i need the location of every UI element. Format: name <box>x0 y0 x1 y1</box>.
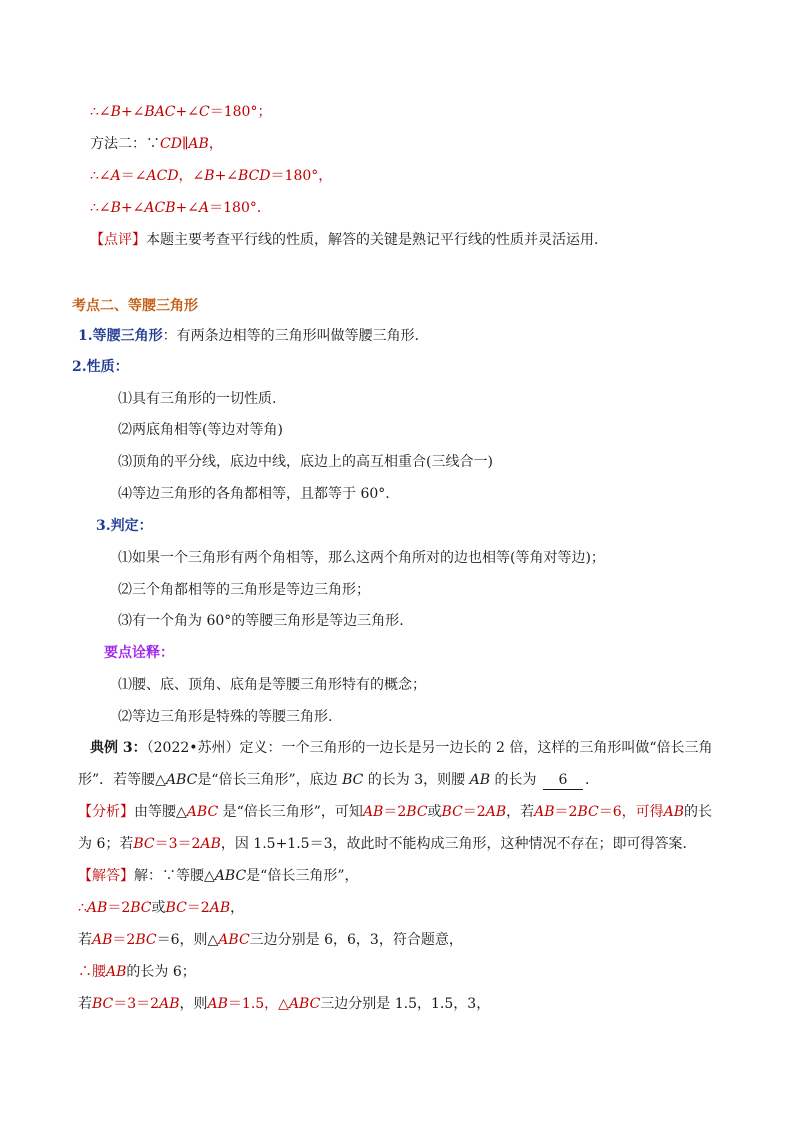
property-item: ⑷等边三角形的各角都相等，且都等于 60°. <box>118 486 390 502</box>
proof-line-3: ∴∠A＝∠ACD，∠B+∠BCD＝180°， <box>90 168 333 184</box>
comment-tag: 【点评】 <box>90 232 146 248</box>
key-point-item: ⑵等边三角形是特殊的等腰三角形. <box>118 709 333 725</box>
analysis-tag: 【分析】 <box>78 804 134 820</box>
comment-text: 本题主要考查平行线的性质，解答的关键是熟记平行线的性质并灵活运用． <box>146 232 608 248</box>
answer-blank: 6 <box>543 771 583 790</box>
proof-line-2: 方法二：∵CD∥AB， <box>90 136 223 152</box>
definition-label: 1.等腰三角形 <box>78 328 163 344</box>
judgement-item: ⑴如果一个三角形有两个角相等，那么这两个角所对的边也相等(等角对等边)； <box>118 550 605 566</box>
solution-line-3: 若AB＝2BC＝6，则△ABC三边分别是 6，6，3，符合题意， <box>78 932 463 948</box>
judgement-item: ⑵三个角都相等的三角形是等边三角形； <box>118 582 370 598</box>
solution-line-5: 若BC＝3＝2AB，则AB＝1.5，△ABC三边分别是 1.5，1.5，3， <box>78 996 491 1012</box>
property-label: 2.性质： <box>72 359 129 375</box>
key-points-label: 要点诠释： <box>104 645 174 661</box>
property-item: ⑶顶角的平分线，底边中线，底边上的高互相重合(三线合一) <box>118 454 493 470</box>
proof-line-1: ∴∠B+∠BAC+∠C＝180°； <box>90 104 272 120</box>
property-item: ⑴具有三角形的一切性质. <box>118 391 277 407</box>
property-item: ⑵两底角相等(等边对等角) <box>118 422 283 438</box>
proof-line-4: ∴∠B+∠ACB+∠A＝180°． <box>90 200 271 216</box>
solution-line-1: 【解答】解：∵等腰△ABC是“倍长三角形”， <box>78 868 359 884</box>
key-point-item: ⑴腰、底、顶角、底角是等腰三角形特有的概念； <box>118 677 426 693</box>
example-line-2: 形”．若等腰△ABC是“倍长三角形”，底边 BC 的长为 3，则腰 AB 的长为 6 ． <box>78 772 599 788</box>
solution-line-4: ∴腰AB的长为 6； <box>78 964 196 980</box>
analysis-line-2: 为 6；若BC＝3＝2AB，因 1.5+1.5＝3，故此时不能构成三角形，这种情况不存在；即可得答案． <box>78 836 697 852</box>
comment-line <box>90 230 608 250</box>
definition-line <box>78 326 419 346</box>
judgement-item: ⑶有一个角为 60°的等腰三角形是等边三角形. <box>118 613 404 629</box>
definition-text: ：有两条边相等的三角形叫做等腰三角形. <box>162 328 420 344</box>
solution-line-2: ∴AB＝2BC或BC＝2AB， <box>78 900 245 916</box>
judgement-label: 3.判定： <box>96 518 153 534</box>
example-label: 典例 3： <box>90 740 147 756</box>
section-heading: 考点二、等腰三角形 <box>72 298 198 314</box>
solution-tag: 【解答】 <box>78 868 134 884</box>
analysis-line-1: 【分析】由等腰△ABC 是“倍长三角形”，可知AB＝2BC或BC＝2AB，若AB＝2BC＝6，可得AB的长 <box>78 804 713 820</box>
example-line-1: 典例 3：（2022•苏州）定义：一个三角形的一边长是另一边长的 2 倍，这样的三角形叫做“倍长三角 <box>90 740 713 756</box>
